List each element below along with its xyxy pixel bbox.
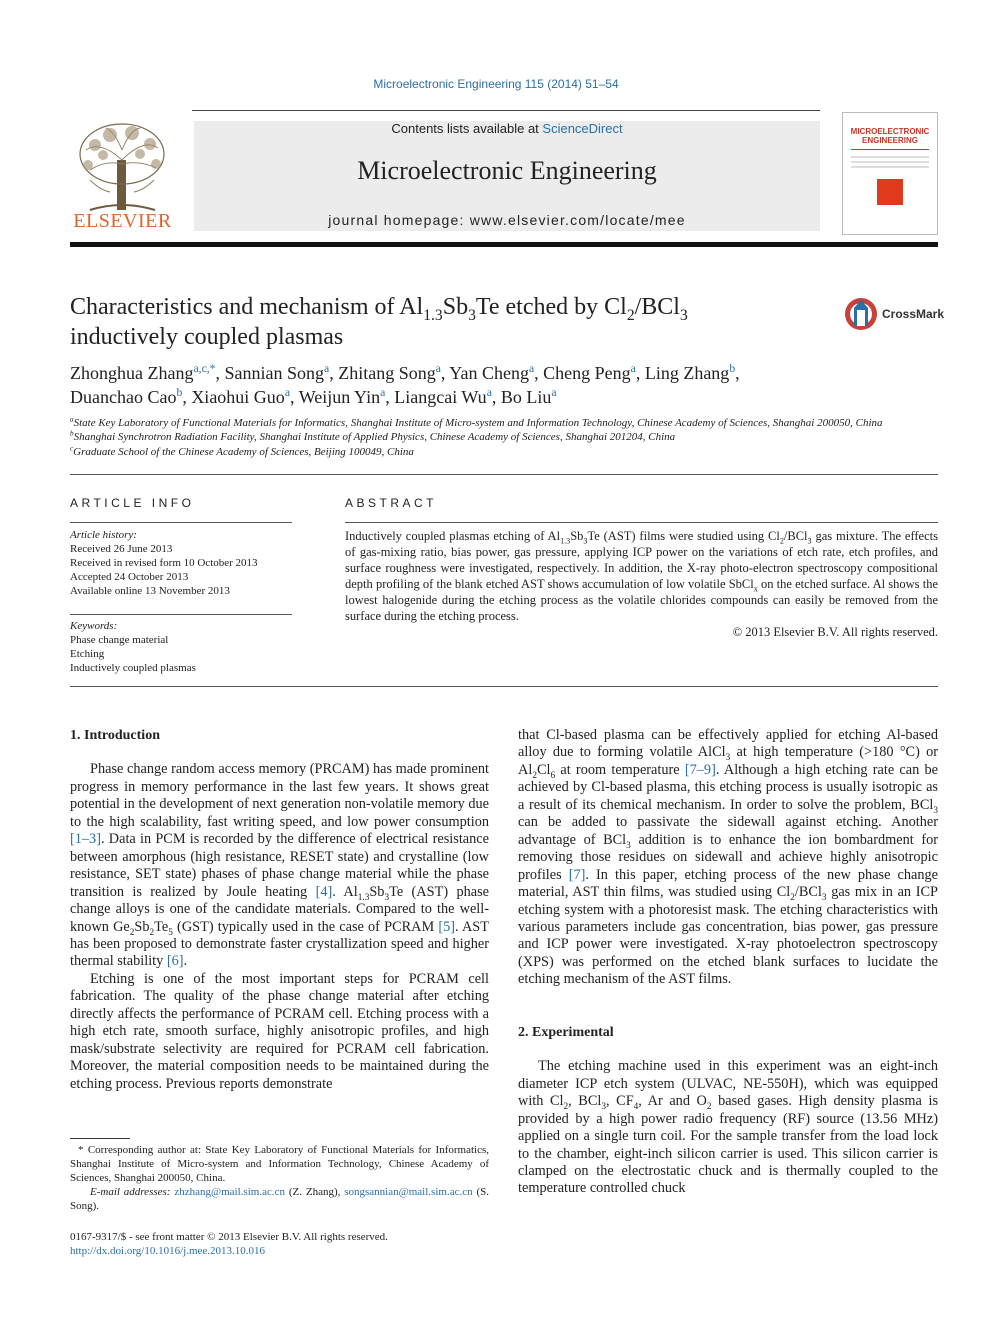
author-name: Weijun Yin (298, 387, 381, 407)
abstract-body: Inductively coupled plasmas etching of $Al_{1.3}Sb_3Te$ (AST) films were studied using $Cl_2/BCl_3$ gas mixture. The effects of gas-mixing ratio, bias power, gas pressure, applying ICP power on the variations of etch rate, etch profiles, and surface roughness were investigated, respectively. In addition, the X-ray photo-electron spectroscopy compositional depth profiling of the blank etched AST shows accumulation of low volatile SbCl$_x$ on the etched surface. Al shows the lowest halogenide during the etching process as the volatile chlorides compounds can easily be removed from the surface during the etching process. © 2013 Elsevier B.V. All rights reserved. (345, 529, 939, 639)
author-line-1: Zhonghua Zhang$^{a,c,*}$, Sannian Song$^a$, Zhitang Song$^a$, Yan Cheng$^a$, Cheng Peng$^a$, Ling Zhang$^b$, (70, 362, 740, 383)
title-text: Sb (442, 294, 469, 320)
title-text-line2: inductively coupled plasmas (70, 324, 344, 350)
citation-link[interactable]: [4] (315, 883, 333, 900)
history-received: Received 26 June 2013 (70, 543, 173, 555)
author-name: Sannian Song (224, 363, 325, 383)
author-name: Liangcai Wu (394, 387, 487, 407)
cover-title-line2: ENGINEERING (861, 136, 918, 145)
left-column (70, 727, 489, 1093)
paper-title (70, 292, 810, 352)
author-name: Yan Cheng (449, 363, 529, 383)
email-owner: (Z. Zhang), (284, 1186, 345, 1198)
body-paragraph: Phase change random access memory (PRCAM) has made prominent progress in memory performance in the last few years. It shows great potential in the development of next generation non-volatile memory due to the high scalability, fast writing speed, and low power consumption [1–3]. Data in PCM is recorded by the difference of electrical resistance between amorphous (high resistance, RESET state) and crystalline (low resistance, SET state) phases of phase change material while the phase transition is realized by Joule heating [4]. $Al_{1.3}Sb_3Te$ (AST) phase change alloys is one of the candidate materials. Compared to the well-known $Ge_2Sb_2Te_5$ (GST) typically used in the case of PCRAM [5]. AST has been proposed to demonstrate faster crystallization speed and higher thermal stability [6]. (70, 761, 490, 970)
history-online: Available online 13 November 2013 (70, 585, 230, 597)
footnote-rule (70, 1138, 130, 1139)
abstract-copyright: © 2013 Elsevier B.V. All rights reserved. (732, 625, 938, 639)
header-bottom-rule (70, 242, 938, 247)
cover-title-line1: MICROELECTRONIC (850, 127, 930, 136)
author-name: Xiaohui Guo (191, 387, 285, 407)
history-label: Article history: (70, 529, 137, 541)
author-line-2: Duanchao Cao$^b$, Xiaohui Guo$^a$, Weijun Yin$^a$, Liangcai Wu$^a$, Bo Liu$^a$ (70, 386, 557, 407)
crossmark-icon (844, 296, 878, 332)
author-mark[interactable]: b (176, 386, 183, 399)
contents-prefix: Contents lists available at (391, 121, 543, 136)
title-text: /BCl (634, 294, 680, 320)
title-sub: 1.3 (423, 306, 443, 324)
affiliation-text: Shanghai Synchrotron Radiation Facility, Shanghai Institute of Applied Physics, Chinese Academy of Sciences, Shanghai 201204, China (73, 431, 676, 443)
affiliations-rule (70, 474, 938, 475)
section-heading-experimental: 2. Experimental (518, 1024, 614, 1040)
header-top-rule (192, 110, 820, 111)
affiliation-a (70, 417, 938, 429)
citation-link[interactable]: [1–3] (70, 831, 101, 848)
author-name: Bo Liu (500, 387, 552, 407)
citation-link[interactable]: [7–9] (684, 761, 716, 778)
crossmark-label: CrossMark (882, 307, 945, 321)
author-mark[interactable]: a (528, 362, 535, 375)
author-mark[interactable]: a (630, 362, 636, 375)
email-owner: (S. Song). (70, 1186, 489, 1212)
author-name: Cheng Peng (543, 363, 631, 383)
title-sub: 3 (468, 306, 476, 324)
section-heading-introduction: 1. Introduction (70, 728, 160, 743)
author-list (70, 361, 938, 409)
author-mark[interactable]: a (380, 386, 386, 399)
author-mark[interactable]: b (729, 362, 736, 375)
email-link[interactable]: zhzhang@mail.sim.ac.cn (174, 1186, 285, 1198)
abstract-rule (345, 522, 938, 523)
article-info-rule (70, 522, 292, 523)
cover-rule (851, 149, 929, 150)
front-matter-rule (70, 686, 938, 687)
body-paragraph: that Cl-based plasma can be effectively applied for etching Al-based alloy due to forming volatile AlCl$_3$ at high temperature (>180 °C) or $Al_2Cl_6$ at room temperature [7–9]. Although a high etching rate can be achieved by Cl-based plasma, this etching process is usually isotropic as a result of its chemical mechanism. In order to solve the problem, BCl$_3$ can be added to passivate the sidewall against etching. Another advantage of BCl$_3$ addition is to enhance the ion bombardment for removing those residues on sidewall and achieve highly anisotropic profiles [7]. In this paper, etching process of the new phase change material, AST thin films, was studied using $Cl_2/BCl_3$ gas mix in an ICP etching system with a photoresist mask. The etching characteristics with various parameters include gas concentration, bias power, gas pressure and ICP power were investigated. X-ray photoelectron spectroscopy (XPS) was performed on the etched blank surfaces to lucidate the etching mechanism of the AST films. (518, 727, 938, 988)
history-accepted: Accepted 24 October 2013 (70, 571, 189, 583)
title-sub: 2 (626, 306, 635, 324)
author-mark[interactable]: a (324, 362, 330, 375)
footnote (70, 1143, 489, 1213)
journal-reference[interactable]: Microelectronic Engineering 115 (2014) 51–54 (373, 77, 619, 91)
doi-link[interactable]: http://dx.doi.org/10.1016/j.mee.2013.10.016 (70, 1245, 266, 1257)
title-text: Te etched by Cl (475, 294, 627, 320)
elsevier-logo (70, 120, 175, 232)
keyword: Etching (70, 648, 105, 660)
affiliation-text: Graduate School of the Chinese Academy of Sciences, Beijing 100049, China (73, 446, 414, 458)
title-text: Characteristics and mechanism of Al (70, 294, 424, 320)
cover-image (877, 179, 903, 205)
affiliation-mark: c (70, 444, 74, 453)
article-info-heading: ARTICLE INFO (70, 496, 195, 510)
cover-text-block (851, 153, 929, 173)
corresponding-author-note: * Corresponding author at: State Key Laboratory of Functional Materials for Informatics, Shanghai Institute of Micro-system and Information Technology, Chinese Academy of Sciences, Shanghai 200050, China. (70, 1144, 489, 1184)
citation-link[interactable]: [7] (568, 866, 586, 883)
keywords-rule (70, 614, 292, 615)
body-paragraph: The etching machine used in this experiment was an eight-inch diameter ICP etch system (ULVAC, NE-550H), which was equipped with $Cl_2$, BCl$_3$, $CF_4$, Ar and $O_2$ based gases. High density plasma is provided by a high power radio frequency (RF) source (13.56 MHz) applied on a single turn coil. For the sample transfer from the load lock to the chamber, eight-inch silicon carrier is used. This silicon carrier is clamped on the electrostatic chuck and is thermally coupled to the temperature controlled chuck (518, 1058, 939, 1197)
affiliation-b (70, 431, 938, 443)
right-column (518, 727, 938, 1198)
body-paragraph: Etching is one of the most important steps for PCRAM cell fabrication. The quality of the phase change material after etching directly affects the performance of PCRAM cell. Etching process with a high etch rate, smooth surface, highly anisotropic profiles, and high mask/substrate selectivity are required for PCRAM cell fabrication. Moreover, the material composition needs to be maintained during the etching process. Previous reports demonstrate (70, 970, 489, 1092)
affiliation-mark: a (70, 415, 74, 424)
crossmark-badge[interactable] (844, 296, 944, 332)
email-link[interactable]: songsannian@mail.sim.ac.cn (344, 1186, 473, 1198)
affiliation-mark: b (70, 429, 74, 438)
keywords-block (70, 619, 292, 675)
author-mark[interactable]: a (284, 386, 290, 399)
author-name: Ling Zhang (644, 363, 730, 383)
keyword: Phase change material (70, 634, 169, 646)
sciencedirect-link[interactable]: ScienceDirect (542, 121, 623, 136)
author-mark[interactable]: a,c,* (193, 362, 216, 375)
email-label: E-mail addresses: (90, 1186, 171, 1198)
citation-link[interactable]: [6] (166, 953, 184, 970)
author-name: Zhitang Song (338, 363, 436, 383)
history-revised: Received in revised form 10 October 2013 (70, 557, 258, 569)
journal-title: Microelectronic Engineering (357, 156, 657, 185)
author-name: Duanchao Cao (70, 387, 177, 407)
citation-link[interactable]: [5] (438, 918, 456, 935)
contents-line (194, 121, 820, 136)
abstract-heading: ABSTRACT (345, 496, 438, 510)
journal-homepage[interactable]: journal homepage: www.elsevier.com/locate/mee (328, 212, 686, 228)
author-mark[interactable]: a (486, 386, 492, 399)
author-mark[interactable]: a (435, 362, 441, 375)
article-history (70, 528, 292, 598)
keywords-label: Keywords: (70, 620, 118, 632)
publisher-name: ELSEVIER (73, 210, 172, 232)
email-line (70, 1185, 489, 1213)
journal-cover[interactable] (842, 112, 938, 235)
affiliation-text: State Key Laboratory of Functional Materials for Informatics, Shanghai Institute of Micro-system and Information Technology, Chinese Academy of Sciences, Shanghai 200050, China (73, 417, 883, 429)
author-mark[interactable]: a (551, 386, 557, 399)
author-name: Zhonghua Zhang (70, 363, 194, 383)
title-sub: 3 (679, 306, 688, 324)
issn-line: 0167-9317/$ - see front matter © 2013 Elsevier B.V. All rights reserved. (70, 1231, 388, 1243)
affiliation-c (70, 446, 938, 458)
keyword: Inductively coupled plasmas (70, 662, 196, 674)
